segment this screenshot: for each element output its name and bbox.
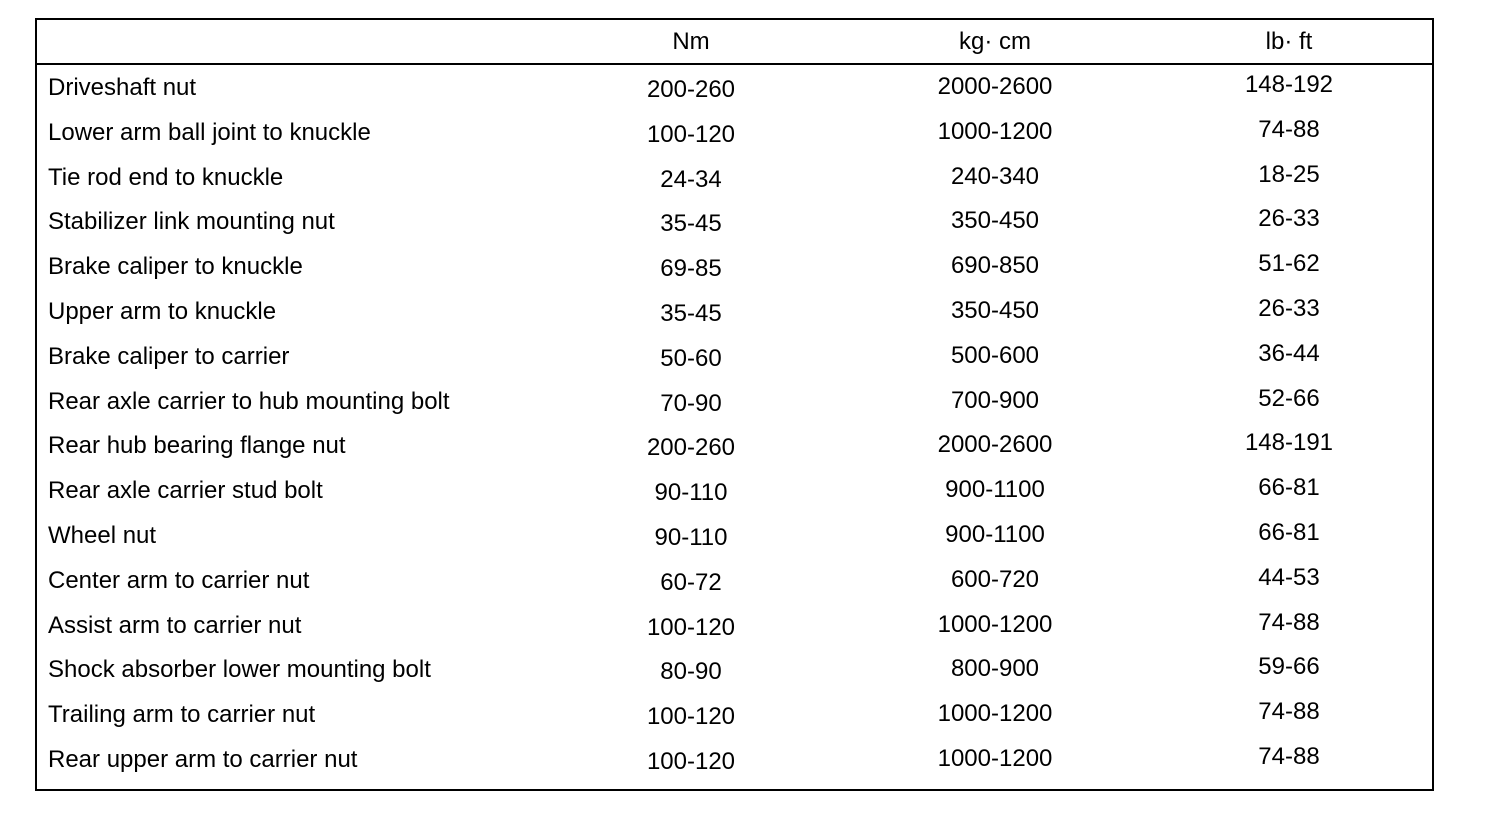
row-value-kg-cm: 2000-2600 <box>937 431 1053 459</box>
row-value-lb-ft: 26-33 <box>1258 295 1320 322</box>
row-value-nm: 90-110 <box>654 479 728 507</box>
row-item-label: Upper arm to knuckle <box>48 298 277 325</box>
row-value-kg-cm: 690-850 <box>950 252 1040 280</box>
row-value-kg-cm: 1000-1200 <box>937 745 1053 772</box>
row-value-nm: 69-85 <box>660 255 722 283</box>
row-value-kg-cm: 2000-2600 <box>937 73 1053 100</box>
row-item-label: Rear axle carrier to hub mounting bolt <box>48 387 450 415</box>
row-value-lb-ft: 148-192 <box>1244 71 1334 98</box>
row-item-label: Shock absorber lower mounting bolt <box>48 656 431 684</box>
row-value-nm: 100-120 <box>646 613 736 641</box>
row-value-kg-cm: 350-450 <box>950 297 1040 324</box>
row-value-lb-ft: 26-33 <box>1258 205 1320 233</box>
table-row <box>37 559 1432 604</box>
row-value-nm: 100-120 <box>646 703 736 731</box>
row-value-kg-cm: 700-900 <box>950 386 1040 414</box>
row-item-label: Trailing arm to carrier nut <box>48 701 316 729</box>
row-value-kg-cm: 900-1100 <box>945 521 1045 548</box>
row-value-lb-ft: 74-88 <box>1258 743 1320 770</box>
row-item-label: Stabilizer link mounting nut <box>48 208 335 236</box>
table-row <box>37 693 1432 738</box>
table-row <box>37 200 1432 245</box>
table-row <box>37 380 1432 425</box>
row-value-kg-cm: 600-720 <box>950 565 1040 593</box>
row-value-lb-ft: 18-25 <box>1258 160 1320 188</box>
row-item-label: Brake caliper to carrier <box>48 342 290 370</box>
header-kg-cm: kg· cm <box>959 28 1031 55</box>
header-lb-ft: lb· ft <box>1265 28 1313 55</box>
table-row <box>37 290 1432 335</box>
table-row <box>37 111 1432 156</box>
table-row <box>37 738 1432 783</box>
row-item-label: Center arm to carrier nut <box>48 566 310 594</box>
header-nm: Nm <box>672 28 710 55</box>
row-value-kg-cm: 500-600 <box>950 341 1040 369</box>
row-value-nm: 80-90 <box>660 658 722 686</box>
row-item-label: Assist arm to carrier nut <box>48 611 302 639</box>
row-value-nm: 100-120 <box>646 748 736 775</box>
row-value-lb-ft: 74-88 <box>1258 115 1320 143</box>
row-value-lb-ft: 74-88 <box>1258 698 1320 726</box>
row-value-nm: 200-260 <box>646 434 736 462</box>
row-item-label: Tie rod end to knuckle <box>48 163 284 191</box>
row-value-lb-ft: 59-66 <box>1258 653 1320 681</box>
table-row <box>37 514 1432 559</box>
row-item-label: Rear axle carrier stud bolt <box>48 477 323 505</box>
row-value-nm: 24-34 <box>660 165 722 193</box>
row-value-lb-ft: 52-66 <box>1258 384 1320 412</box>
table-row <box>37 648 1432 693</box>
table-row <box>37 604 1432 649</box>
row-value-lb-ft: 44-53 <box>1258 563 1320 591</box>
row-value-kg-cm: 1000-1200 <box>937 700 1053 728</box>
row-value-kg-cm: 1000-1200 <box>937 117 1053 145</box>
row-value-nm: 60-72 <box>660 568 722 596</box>
row-value-nm: 200-260 <box>646 76 736 103</box>
table-row <box>37 156 1432 201</box>
row-value-lb-ft: 148-191 <box>1244 429 1334 457</box>
row-value-kg-cm: 240-340 <box>950 162 1040 190</box>
row-value-kg-cm: 800-900 <box>950 655 1040 683</box>
row-item-label: Wheel nut <box>48 522 157 549</box>
row-value-nm: 70-90 <box>660 389 722 417</box>
row-value-lb-ft: 36-44 <box>1258 339 1320 367</box>
row-item-label: Rear upper arm to carrier nut <box>48 746 358 773</box>
row-item-label: Brake caliper to knuckle <box>48 253 303 281</box>
row-value-nm: 35-45 <box>660 210 722 238</box>
row-value-nm: 35-45 <box>660 300 722 327</box>
table-row <box>37 424 1432 469</box>
row-value-kg-cm: 1000-1200 <box>937 610 1053 638</box>
row-value-nm: 100-120 <box>646 120 736 148</box>
row-value-kg-cm: 350-450 <box>950 207 1040 235</box>
table-row <box>37 66 1432 111</box>
table-row <box>37 469 1432 514</box>
table-row <box>37 245 1432 290</box>
row-value-lb-ft: 74-88 <box>1258 608 1320 636</box>
row-value-nm: 90-110 <box>654 524 728 551</box>
row-value-lb-ft: 51-62 <box>1258 250 1320 278</box>
row-value-kg-cm: 900-1100 <box>945 476 1045 504</box>
table-row <box>37 335 1432 380</box>
row-item-label: Lower arm ball joint to knuckle <box>48 118 371 146</box>
torque-spec-table <box>35 18 1434 791</box>
row-value-lb-ft: 66-81 <box>1258 474 1320 502</box>
row-item-label: Driveshaft nut <box>48 74 197 101</box>
row-item-label: Rear hub bearing flange nut <box>48 432 346 460</box>
row-value-nm: 50-60 <box>660 344 722 372</box>
table-header-row <box>37 20 1432 65</box>
row-value-lb-ft: 66-81 <box>1258 519 1320 546</box>
